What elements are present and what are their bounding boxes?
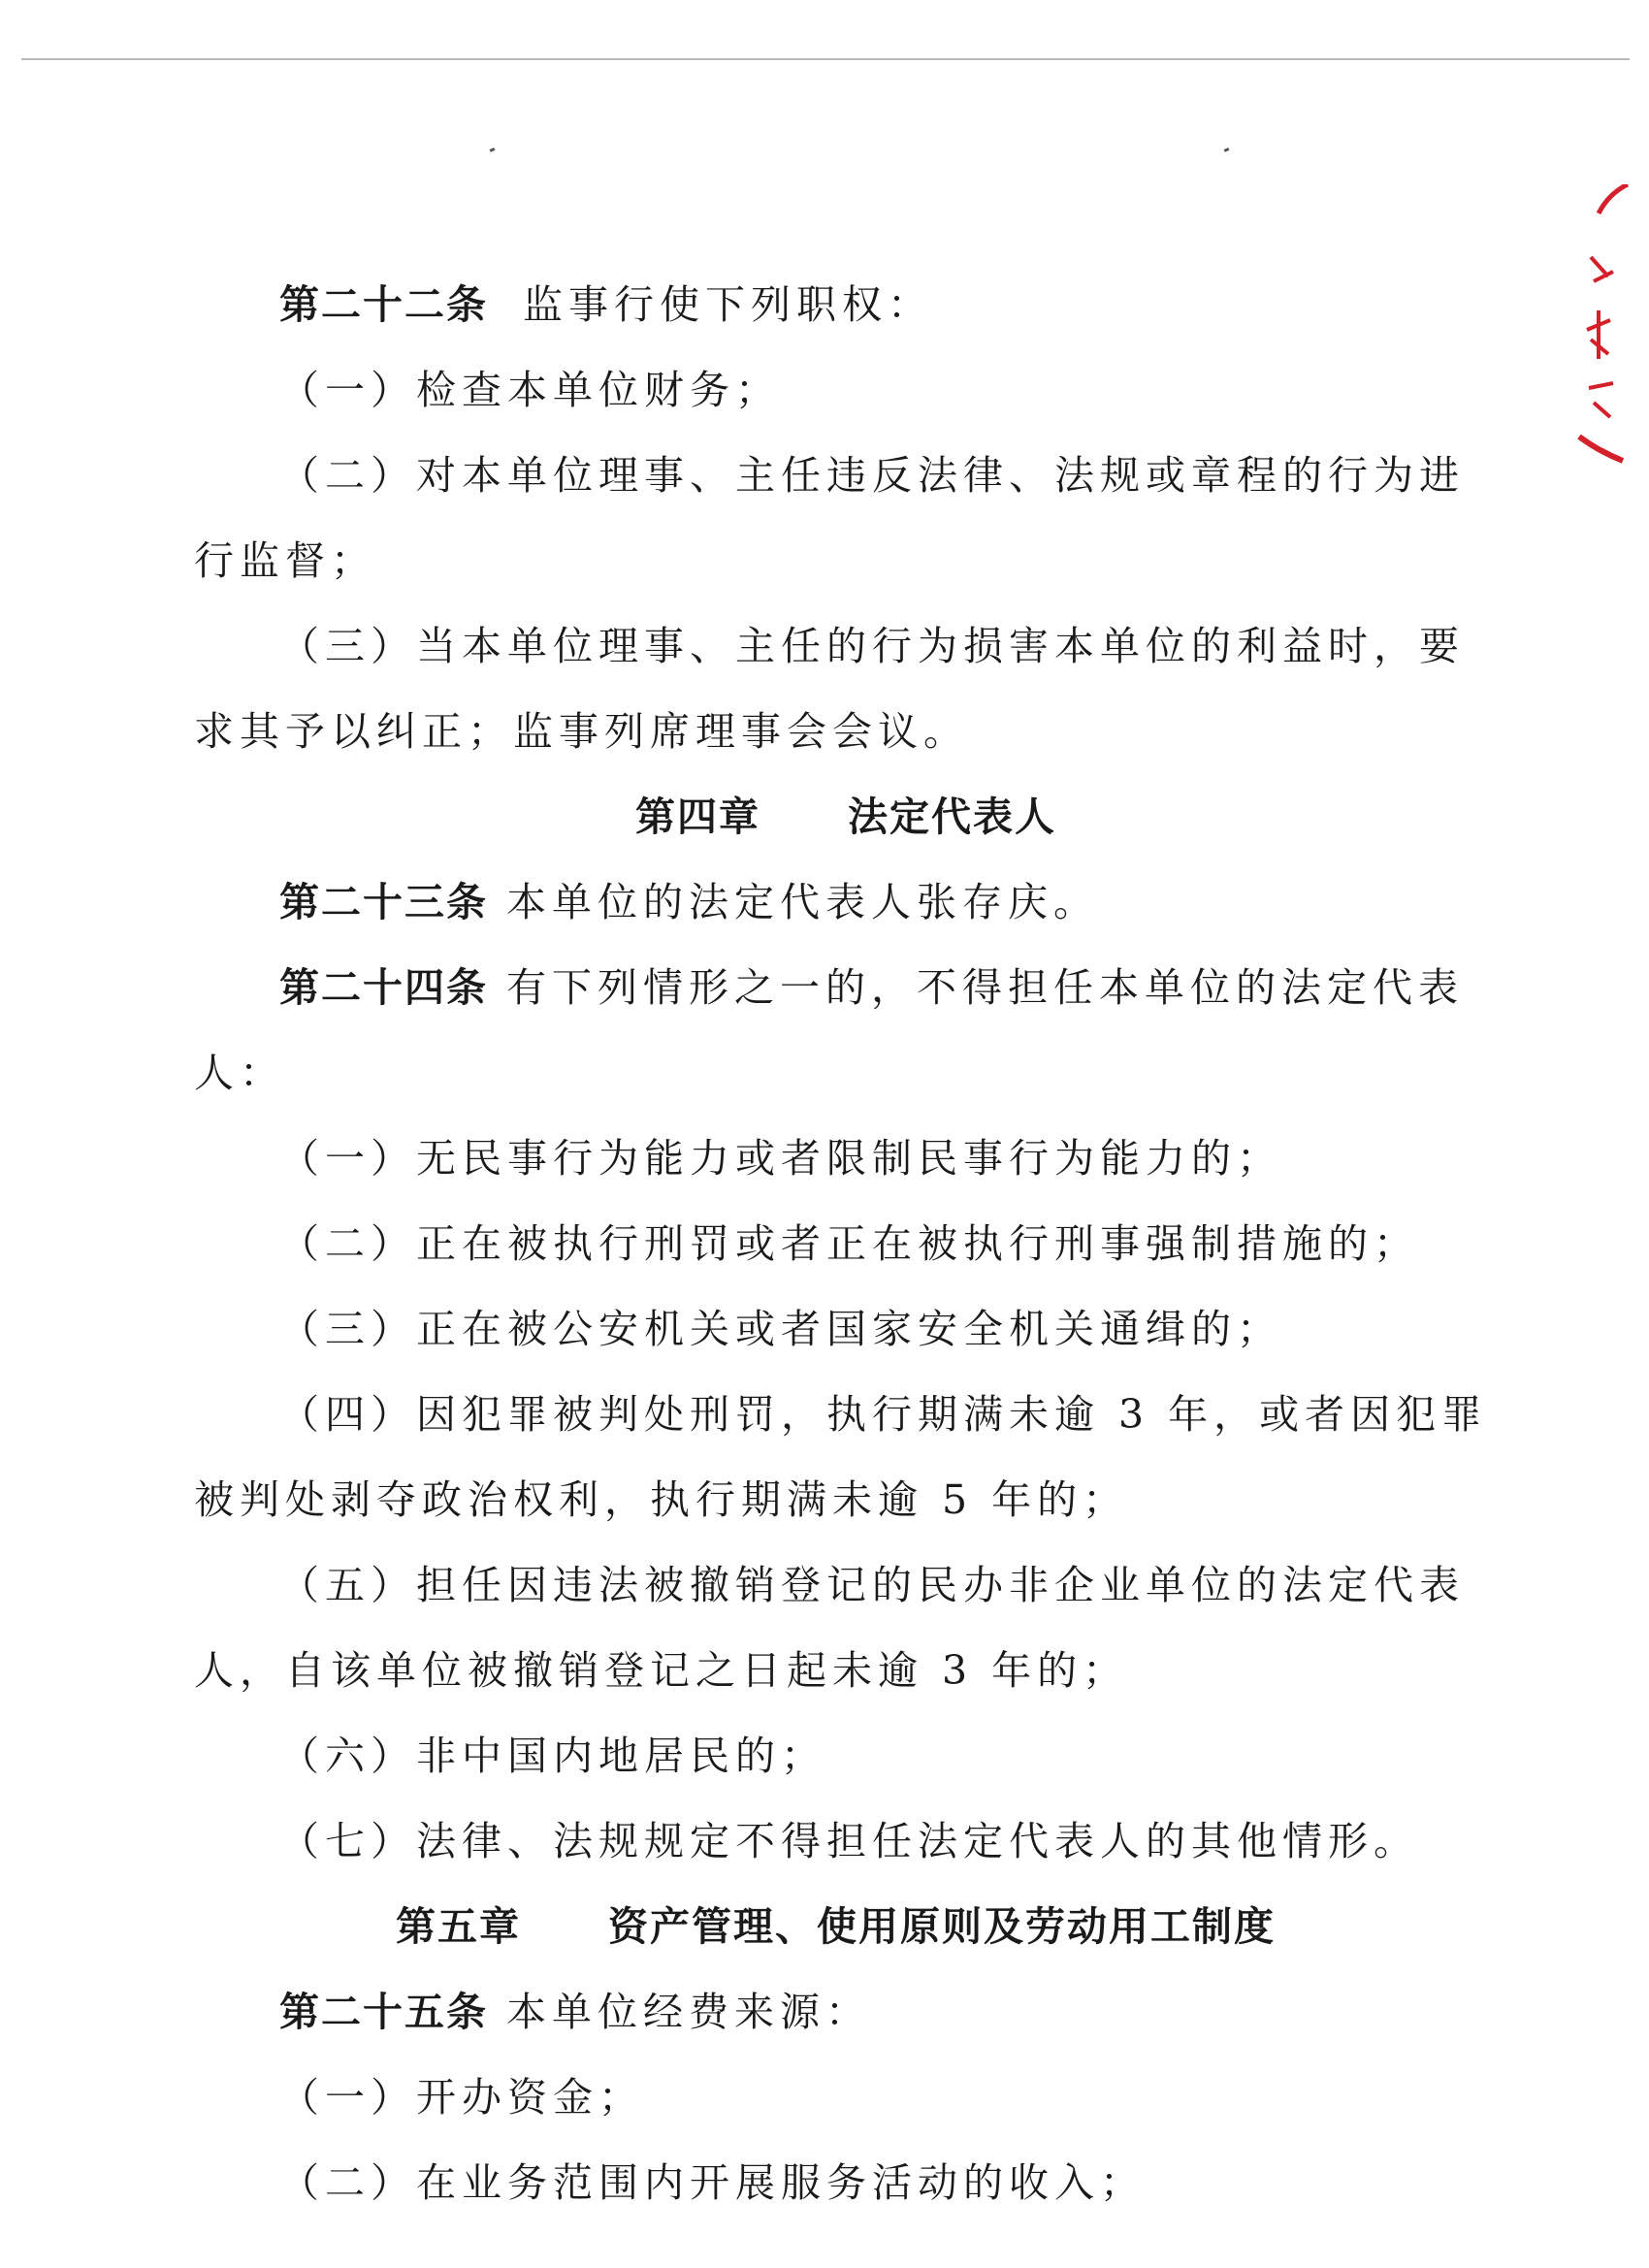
list-item: （五）担任因违法被撤销登记的民办非企业单位的法定代表 (279, 1562, 1465, 1608)
list-item: （七）法律、法规规定不得担任法定代表人的其他情形。 (279, 1818, 1419, 1864)
article-24 (194, 945, 1465, 1030)
list-item: （三）正在被公安机关或者国家安全机关通缉的； (279, 1306, 1282, 1352)
article-25 (194, 1969, 1436, 2055)
list-item: （四）因犯罪被判处刑罚，执行期满未逾 3 年，或者因犯罪 (279, 1391, 1488, 1438)
article-label: 第二十五条 (279, 1989, 488, 2035)
page-top-rule (21, 58, 1630, 60)
document-body (194, 262, 1488, 2225)
chapter-number: 第五章 (396, 1903, 521, 1950)
article-label: 第二十二条 (279, 281, 488, 328)
article-label: 第二十四条 (279, 964, 488, 1011)
list-item-continuation: 求其予以纠正；监事列席理事会会议。 (194, 708, 969, 755)
list-item: （一）无民事行为能力或者限制民事行为能力的； (279, 1135, 1282, 1182)
chapter-number: 第四章 (635, 794, 760, 840)
list-item: （一）检查本单位财务； (279, 367, 781, 413)
list-item: （二）正在被执行刑罚或者正在被执行刑事强制措施的； (279, 1220, 1419, 1267)
list-item: （一）开办资金； (279, 2074, 644, 2121)
article-23 (194, 859, 1436, 945)
list-item-continuation: 行监督； (194, 537, 376, 584)
article-text: 本单位经费来源： (506, 1989, 872, 2035)
scan-speck (490, 147, 496, 152)
article-text: 监事行使下列职权： (523, 281, 933, 328)
article-label: 第二十三条 (279, 879, 488, 925)
list-item-continuation: 被判处剥夺政治权利，执行期满未逾 5 年的； (194, 1476, 1129, 1523)
scan-speck (1224, 147, 1230, 152)
list-item: （二）在业务范围内开展服务活动的收入； (279, 2159, 1146, 2206)
article-text: 本单位的法定代表人张存庆。 (506, 879, 1100, 925)
red-seal-edge (1569, 184, 1637, 466)
list-item-continuation: 人，自该单位被撤销登记之日起未逾 3 年的； (194, 1647, 1129, 1694)
list-item: （三）当本单位理事、主任的行为损害本单位的利益时，要 (279, 623, 1465, 669)
article-text: 有下列情形之一的，不得担任本单位的法定代表 (506, 964, 1465, 1011)
chapter-4-heading (194, 774, 1436, 859)
article-continuation: 人： (194, 1050, 285, 1096)
list-item: （二）对本单位理事、主任违反法律、法规或章程的行为进 (279, 452, 1465, 499)
chapter-title: 法定代表人 (848, 794, 1056, 840)
chapter-5-heading (194, 1884, 1436, 1969)
list-item: （六）非中国内地居民的； (279, 1733, 826, 1779)
chapter-title: 资产管理、使用原则及劳动用工制度 (608, 1903, 1276, 1950)
article-22 (194, 262, 1436, 347)
